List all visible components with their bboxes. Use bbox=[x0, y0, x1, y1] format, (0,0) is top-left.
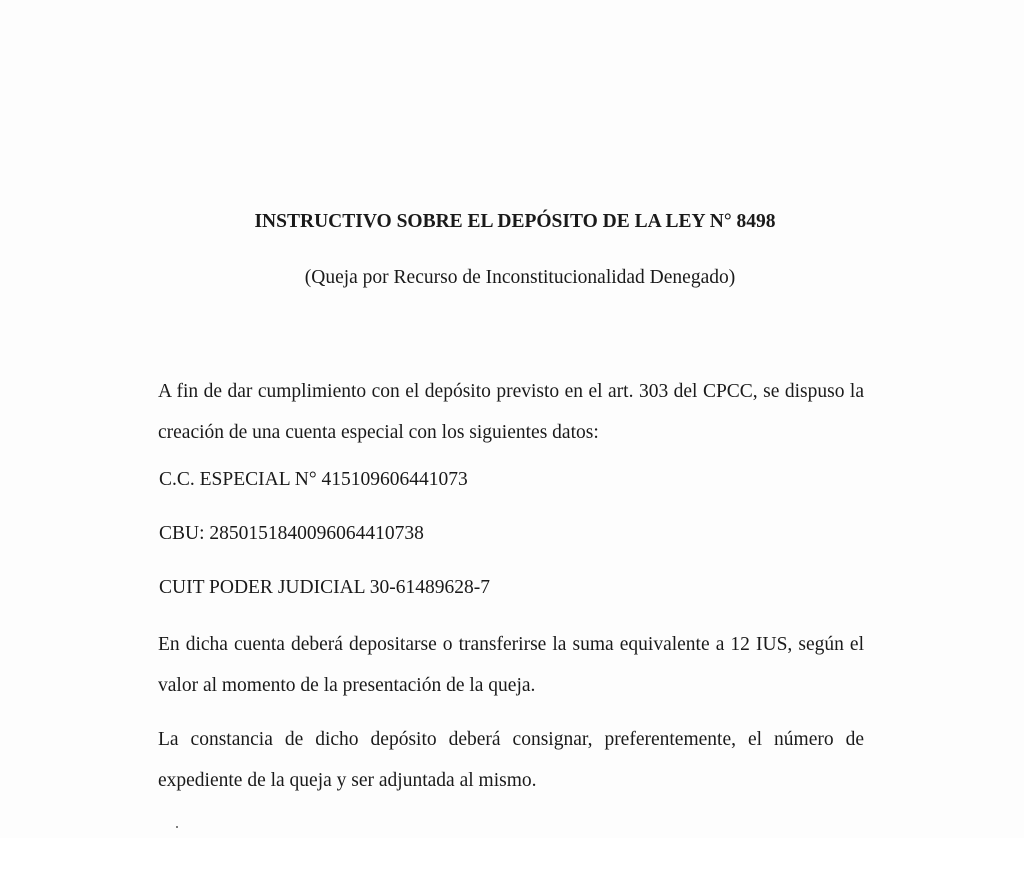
page-bottom-margin bbox=[0, 838, 1024, 877]
intro-paragraph: A fin de dar cumplimiento con el depósito previsto en el art. 303 del CPCC, se dispuso la creación de una cuenta especial con los siguientes datos: bbox=[158, 381, 864, 443]
paper-speck bbox=[176, 826, 178, 828]
proof-paragraph: La constancia de dicho depósito deberá consignar, preferentemente, el número de expediente de la queja y ser adjuntada al mismo. bbox=[158, 729, 864, 791]
document-subtitle: (Queja por Recurso de Inconstitucionalidad Denegado) bbox=[304, 267, 736, 288]
cuit-line: CUIT PODER JUDICIAL 30-61489628-7 bbox=[159, 577, 490, 598]
document-title: INSTRUCTIVO SOBRE EL DEPÓSITO DE LA LEY N° 8498 bbox=[254, 211, 776, 232]
account-number-line: C.C. ESPECIAL N° 415109606441073 bbox=[159, 469, 468, 490]
deposit-paragraph: En dicha cuenta deberá depositarse o transferirse la suma equivalente a 12 IUS, según el valor al momento de la presentación de la queja. bbox=[158, 634, 864, 696]
cbu-line: CBU: 2850151840096064410738 bbox=[159, 523, 424, 544]
